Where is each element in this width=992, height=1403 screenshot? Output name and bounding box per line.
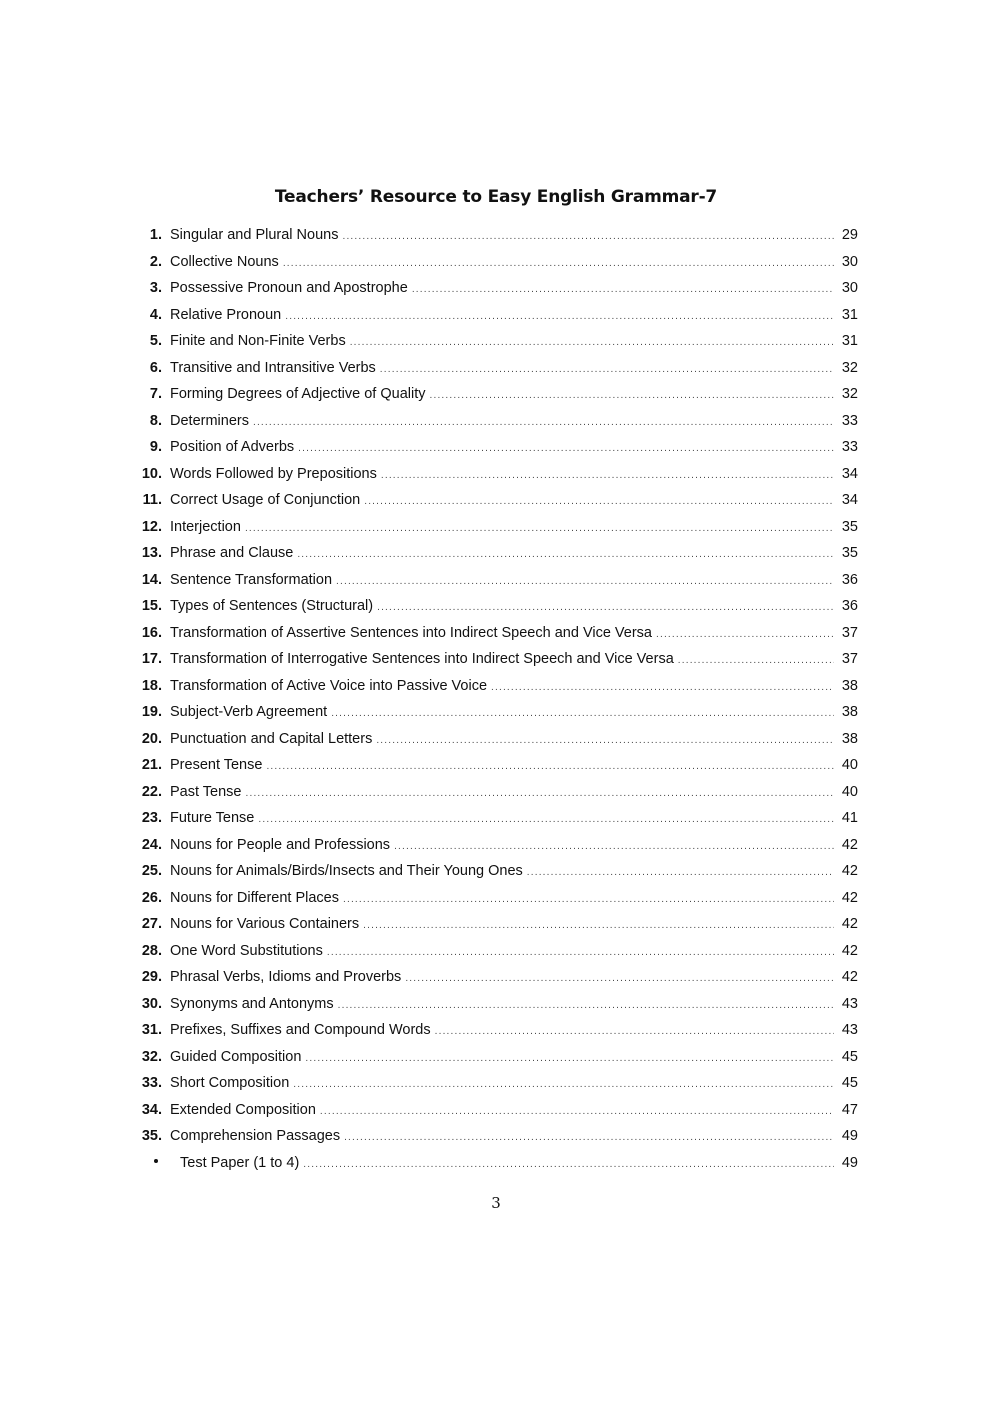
toc-entry-page: 32: [841, 386, 858, 402]
toc-entry-number: 5.: [149, 333, 162, 349]
toc-entry: [132, 704, 858, 731]
dot-leader: [298, 444, 834, 454]
toc-entry: [132, 254, 858, 281]
toc-entry-title: Possessive Pronoun and Apostrophe: [170, 280, 408, 296]
toc-entry-number: 31.: [141, 1022, 162, 1038]
toc-entry-title: Singular and Plural Nouns: [170, 227, 339, 243]
toc-entry-title: Comprehension Passages: [170, 1128, 341, 1144]
toc-entry-number: 4.: [149, 306, 162, 323]
page-number: 3: [491, 1194, 501, 1212]
toc-entry-number: 2.: [149, 253, 162, 270]
toc-entry-page: 45: [841, 1075, 858, 1091]
toc-entry-title: Sentence Transformation: [170, 571, 333, 588]
toc-entry-page: 34: [841, 492, 858, 508]
toc-entry-title: Correct Usage of Conjunction: [170, 492, 361, 508]
dot-leader: [343, 895, 834, 905]
dot-leader: [305, 1054, 834, 1064]
toc-entry-number: 25.: [141, 863, 162, 879]
toc-entry-page: 30: [841, 253, 858, 270]
dot-leader: [412, 285, 834, 295]
toc-entry-number: 16.: [141, 624, 162, 641]
toc-entry-page: 41: [841, 810, 858, 826]
toc-entry: [132, 572, 858, 599]
toc-entry-page: 29: [841, 227, 858, 243]
toc-entry-number: 24.: [141, 836, 162, 853]
toc-entry-number: 3.: [149, 280, 162, 296]
toc-entry-title: Guided Composition: [170, 1048, 302, 1065]
toc-entry-title: Forming Degrees of Adjective of Quality: [170, 386, 426, 402]
toc-entry: [132, 1049, 858, 1076]
dot-leader: [303, 1160, 834, 1170]
toc-entry-number: 23.: [141, 810, 162, 826]
toc-entry-page: 34: [841, 465, 858, 482]
toc-entry: [132, 386, 858, 413]
toc-entry-page: 43: [841, 995, 858, 1012]
toc-entry-number: 27.: [141, 916, 162, 932]
toc-entry-number: 34.: [141, 1101, 162, 1118]
dot-leader: [363, 921, 834, 931]
document-title: Teachers’ Resource to Easy English Grammar-7: [274, 187, 718, 207]
toc-entry: [132, 466, 858, 493]
toc-entry-title: Transformation of Assertive Sentences into Indirect Speech and Vice Versa: [170, 624, 652, 641]
toc-entry-number: 19.: [141, 704, 162, 720]
toc-entry-number: 1.: [149, 227, 162, 243]
toc-entry: [132, 757, 858, 784]
toc-entry: [132, 492, 858, 519]
dot-leader: [381, 471, 834, 481]
toc-entry-page: 42: [841, 942, 858, 959]
toc-entry-title: Subject-Verb Agreement: [170, 704, 328, 720]
toc-entry: [132, 333, 858, 360]
toc-entry-number: 21.: [141, 757, 162, 773]
toc-entry-page: 42: [841, 863, 858, 879]
toc-entry-page: 32: [841, 359, 858, 376]
toc-entry-number: 12.: [141, 518, 162, 535]
dot-leader: [331, 709, 834, 719]
dot-leader: [283, 259, 834, 269]
toc-sub-entry: [132, 1155, 858, 1182]
toc-entry-page: 42: [841, 969, 858, 985]
dot-leader: [320, 1107, 834, 1117]
toc-entry-title: Relative Pronoun: [170, 306, 282, 323]
toc-entry-number: 28.: [141, 942, 162, 959]
toc-entry-title: Short Composition: [170, 1075, 290, 1091]
toc-entry-page: 42: [841, 889, 858, 906]
toc-entry-number: 29.: [141, 969, 162, 985]
toc-entry-title: Words Followed by Prepositions: [170, 465, 377, 482]
dot-leader: [285, 312, 834, 322]
toc-entry-number: 6.: [149, 359, 162, 376]
toc-entry: [132, 1075, 858, 1102]
dot-leader: [394, 842, 834, 852]
dot-leader: [297, 550, 834, 560]
toc-entry-page: 38: [841, 677, 858, 694]
toc-entry-page: 37: [841, 651, 858, 667]
toc-entry: [132, 731, 858, 758]
dot-leader: [344, 1133, 834, 1143]
dot-leader: [678, 656, 834, 666]
toc-entry: [132, 227, 858, 254]
dot-leader: [435, 1027, 834, 1037]
toc-entry: [132, 837, 858, 864]
toc-entry-number: 8.: [149, 412, 162, 429]
dot-leader: [377, 603, 834, 613]
toc-entry-page: 42: [841, 916, 858, 932]
dot-leader: [364, 497, 834, 507]
toc-entry-title: One Word Substitutions: [170, 942, 323, 959]
toc-entry-title: Collective Nouns: [170, 253, 279, 270]
toc-entry-page: 36: [841, 598, 858, 614]
toc-entry: [132, 625, 858, 652]
toc-entry-title: Synonyms and Antonyms: [170, 995, 334, 1012]
toc-entry-page: 40: [841, 757, 858, 773]
toc-entry: [132, 969, 858, 996]
toc-entry: [132, 996, 858, 1023]
toc-entry: [132, 890, 858, 917]
toc-entry: [132, 916, 858, 943]
toc-entry: [132, 863, 858, 890]
toc-entry-page: 35: [841, 518, 858, 535]
bullet-icon: [154, 1159, 158, 1163]
toc-entry-page: 31: [841, 306, 858, 323]
toc-entry-number: 18.: [141, 677, 162, 694]
toc-entry-page: 31: [841, 333, 858, 349]
toc-entry-page: 43: [841, 1022, 858, 1038]
toc-entry-page: 47: [841, 1101, 858, 1118]
toc-entry-number: 13.: [141, 545, 162, 561]
toc-entry-number: 14.: [141, 571, 162, 588]
toc-entry-title: Transformation of Interrogative Sentences into Indirect Speech and Vice Versa: [170, 651, 674, 667]
toc-entry-title: Nouns for People and Professions: [170, 836, 391, 853]
dot-leader: [380, 365, 834, 375]
toc-entry: [132, 651, 858, 678]
dot-leader: [342, 232, 834, 242]
dot-leader: [327, 948, 834, 958]
toc-entry-title: Transitive and Intransitive Verbs: [170, 359, 376, 376]
dot-leader: [405, 974, 834, 984]
toc-entry: [132, 943, 858, 970]
toc-entry: [132, 810, 858, 837]
toc-entry-number: 11.: [142, 492, 162, 508]
toc-entry-title: Interjection: [170, 518, 241, 535]
toc-entry-number: 15.: [141, 598, 162, 614]
dot-leader: [527, 868, 834, 878]
dot-leader: [429, 391, 834, 401]
toc-entry-title: Present Tense: [170, 757, 263, 773]
toc-entry-title: Phrasal Verbs, Idioms and Proverbs: [170, 969, 402, 985]
toc-entry: [132, 280, 858, 307]
toc-entry-number: 22.: [141, 783, 162, 800]
dot-leader: [336, 577, 834, 587]
toc-entry-title: Transformation of Active Voice into Passive Voice: [170, 677, 488, 694]
toc-entry-page: 42: [841, 836, 858, 853]
toc-entry: [132, 439, 858, 466]
toc-entry: [132, 1102, 858, 1129]
toc-entry-number: 33.: [141, 1075, 162, 1091]
toc-entry-title: Extended Composition: [170, 1101, 316, 1118]
toc-entry-page: 40: [841, 783, 858, 800]
dot-leader: [253, 418, 834, 428]
toc-entry-number: 30.: [141, 995, 162, 1012]
toc-entry-title: Finite and Non-Finite Verbs: [170, 333, 346, 349]
toc-entry-title: Punctuation and Capital Letters: [170, 730, 373, 747]
toc-entry-page: 49: [841, 1128, 858, 1144]
table-of-contents: [132, 227, 858, 1181]
toc-entry-page: 37: [841, 624, 858, 641]
toc-entry-number: 9.: [149, 439, 162, 455]
toc-sub-entry-page: 49: [841, 1154, 858, 1171]
toc-entry-title: Future Tense: [170, 810, 255, 826]
toc-entry: [132, 678, 858, 705]
toc-entry-title: Determiners: [170, 412, 249, 429]
toc-entry: [132, 307, 858, 334]
toc-entry-page: 38: [841, 730, 858, 747]
toc-entry: [132, 1022, 858, 1049]
dot-leader: [338, 1001, 834, 1011]
toc-entry-page: 35: [841, 545, 858, 561]
toc-entry-page: 30: [841, 280, 858, 296]
toc-entry-page: 38: [841, 704, 858, 720]
toc-entry-title: Prefixes, Suffixes and Compound Words: [170, 1022, 431, 1038]
toc-entry-title: Phrase and Clause: [170, 545, 294, 561]
toc-entry-number: 35.: [141, 1128, 162, 1144]
toc-entry: [132, 598, 858, 625]
toc-entry-number: 17.: [141, 651, 162, 667]
toc-entry: [132, 413, 858, 440]
dot-leader: [266, 762, 834, 772]
dot-leader: [491, 683, 834, 693]
toc-sub-entry-title: Test Paper (1 to 4): [180, 1154, 300, 1171]
toc-entry-page: 36: [841, 571, 858, 588]
toc-entry: [132, 545, 858, 572]
toc-entry-number: 20.: [141, 730, 162, 747]
toc-entry-number: 7.: [149, 386, 162, 402]
dot-leader: [656, 630, 834, 640]
toc-entry-page: 45: [841, 1048, 858, 1065]
toc-entry-page: 33: [841, 412, 858, 429]
dot-leader: [293, 1080, 834, 1090]
toc-entry-title: Types of Sentences (Structural): [170, 598, 374, 614]
dot-leader: [245, 524, 834, 534]
dot-leader: [376, 736, 834, 746]
toc-entry: [132, 519, 858, 546]
toc-entry-title: Position of Adverbs: [170, 439, 295, 455]
toc-entry-title: Nouns for Various Containers: [170, 916, 360, 932]
dot-leader: [245, 789, 834, 799]
dot-leader: [350, 338, 834, 348]
toc-entry-page: 33: [841, 439, 858, 455]
toc-entry-title: Past Tense: [170, 783, 242, 800]
toc-entry-title: Nouns for Different Places: [170, 889, 339, 906]
toc-entry: [132, 784, 858, 811]
dot-leader: [258, 815, 834, 825]
toc-entry-number: 26.: [141, 889, 162, 906]
toc-entry-number: 10.: [141, 465, 162, 482]
toc-entry: [132, 360, 858, 387]
toc-entry: [132, 1128, 858, 1155]
toc-entry-title: Nouns for Animals/Birds/Insects and Their Young Ones: [170, 863, 523, 879]
toc-entry-number: 32.: [141, 1048, 162, 1065]
